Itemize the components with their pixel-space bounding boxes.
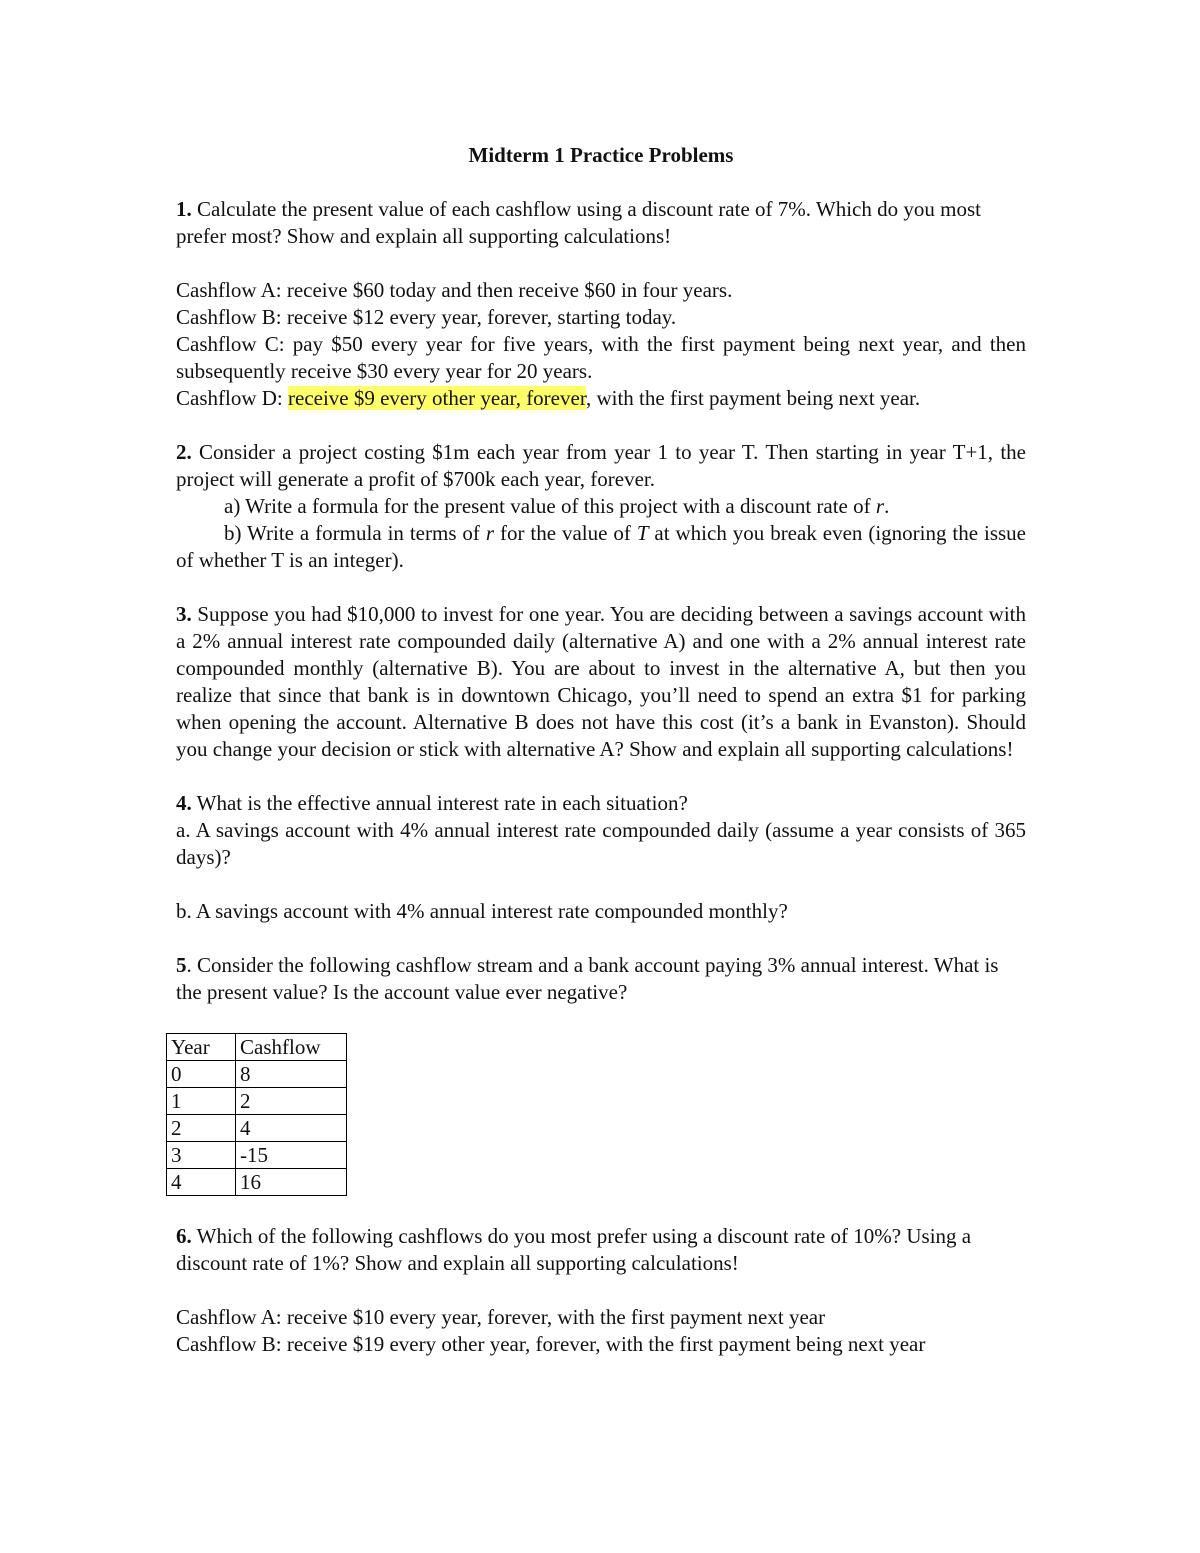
part-text-end: at which you break even (ignoring the issue of whether T is an integer). [176,521,1026,572]
part-text: a) Write a formula for the present value of this project with a discount rate of [224,494,876,518]
cashflow-table [166,1033,347,1196]
table-cell: 8 [236,1061,347,1088]
table-header-row [167,1034,347,1061]
highlighted-text: receive $9 every other year, forever [288,386,586,410]
table-row [167,1142,347,1169]
table-row [167,1115,347,1142]
table-row [167,1061,347,1088]
question-number: 6. [176,1224,192,1248]
question-text: Consider a project costing $1m each year from year 1 to year T. Then starting in year T+1, the project will generate a profit of $700k each year, forever. [176,440,1026,491]
question-2 [176,439,1026,493]
question-text: . Consider the following cashflow stream and a bank account paying 3% annual interest. What is the present value? Is the account value ever negative? [176,953,999,1004]
question-6 [176,1223,1026,1277]
table-cell: 3 [167,1142,236,1169]
question-number: 1. [176,197,192,221]
question-2a [176,493,1026,520]
table-cell: 1 [167,1088,236,1115]
question-3 [176,601,1026,763]
question-4b: b. A savings account with 4% annual interest rate compounded monthly? [176,899,788,923]
question-text: What is the effective annual interest rate in each situation? [191,791,688,815]
question-number: 4. [176,791,192,815]
part-text: b) Write a formula in terms of [224,521,486,545]
table-cell: 4 [167,1169,236,1196]
question-5 [176,952,1026,1006]
variable-r: r [875,494,885,518]
cashflow-a: Cashflow A: receive $10 every year, forever, with the first payment next year [176,1305,826,1329]
table-cell: 4 [236,1115,347,1142]
cashflow-a: Cashflow A: receive $60 today and then receive $60 in four years. [176,278,733,302]
column-header-year: Year [167,1034,236,1061]
table-cell: 2 [236,1088,347,1115]
part-text-end: . [884,494,890,518]
question-1 [176,196,1026,250]
question-4a: a. A savings account with 4% annual interest rate compounded daily (assume a year consists of 365 days)? [176,818,1026,869]
cashflow-d-prefix: Cashflow D: [176,386,288,410]
cashflow-c: Cashflow C: pay $50 every year for five years, with the first payment being next year, and then subsequently receive $30 every year for 20 years. [176,332,1026,383]
question-4 [176,790,1026,817]
question-text: Which of the following cashflows do you most prefer using a discount rate of 10%? Using a discount rate of 1%? Show and explain all supporting calculations! [176,1224,972,1275]
variable-t: T [636,521,649,545]
question-number: 2. [176,440,192,464]
table-cell: 16 [236,1169,347,1196]
variable-r: r [485,521,495,545]
page-title: Midterm 1 Practice Problems [468,143,734,167]
cashflow-b: Cashflow B: receive $19 every other year, forever, with the first payment being next year [176,1332,926,1356]
table-row [167,1088,347,1115]
column-header-cashflow: Cashflow [236,1034,347,1061]
part-text-mid: for the value of [494,521,637,545]
cashflow-d-suffix: , with the first payment being next year. [585,386,921,410]
table-cell: 0 [167,1061,236,1088]
question-number: 3. [176,602,192,626]
cashflow-b: Cashflow B: receive $12 every year, forever, starting today. [176,305,677,329]
cashflow-d [176,385,1026,412]
table-cell: 2 [167,1115,236,1142]
question-text: Calculate the present value of each cashflow using a discount rate of 7%. Which do you most prefer most? Show and explain all supporting calculations! [176,197,981,248]
document-page [171,142,1026,1358]
question-number: 5 [176,953,187,977]
question-text: Suppose you had $10,000 to invest for one year. You are deciding between a savings account with a 2% annual interest rate compounded daily (alternative A) and one with a 2% annual interest rate compounded monthly (alternative B). You are about to invest in the alternative A, but then you realize that since that bank is in downtown Chicago, you’ll need to spend an extra $1 for parking when opening the account. Alternative B does not have this cost (it’s a bank in Evanston). Should you change your decision or stick with alternative A? Show and explain all supporting calculations! [176,602,1026,761]
table-cell: -15 [236,1142,347,1169]
question-2b [176,520,1026,574]
table-row [167,1169,347,1196]
